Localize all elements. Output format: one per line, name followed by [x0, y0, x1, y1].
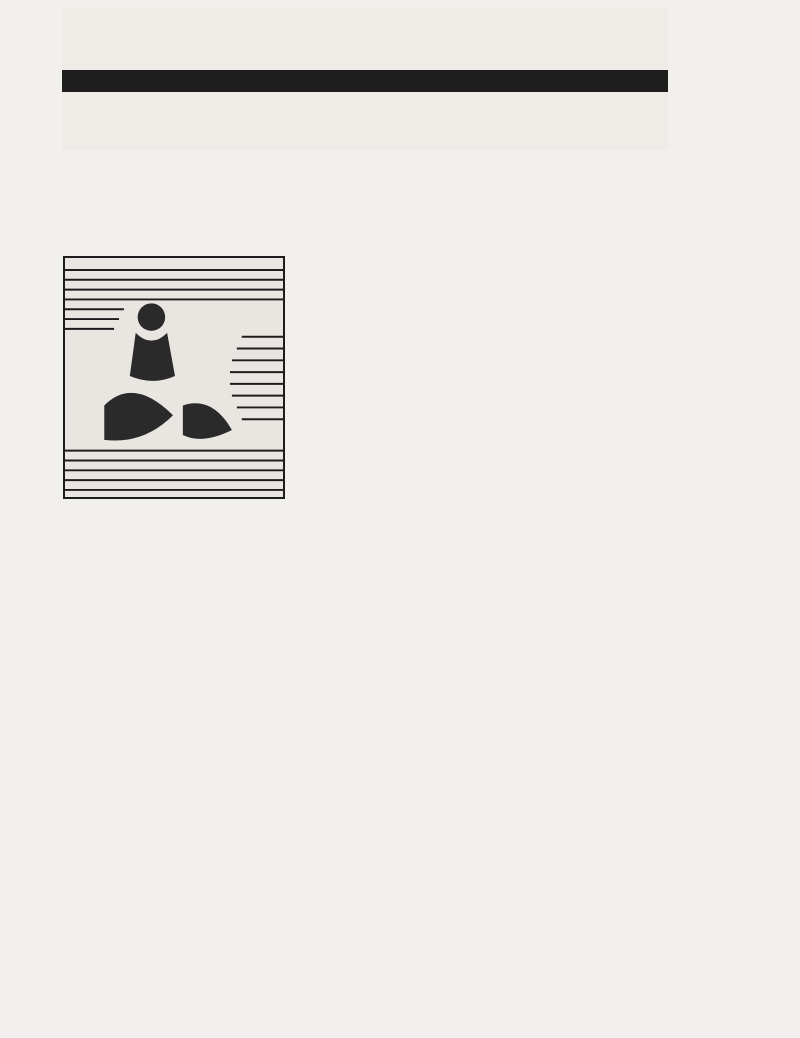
initial-letter-graphic	[65, 258, 283, 497]
ornamental-headband	[62, 8, 668, 150]
headband-ornament-graphic	[62, 8, 668, 150]
decorated-initial	[63, 256, 285, 499]
